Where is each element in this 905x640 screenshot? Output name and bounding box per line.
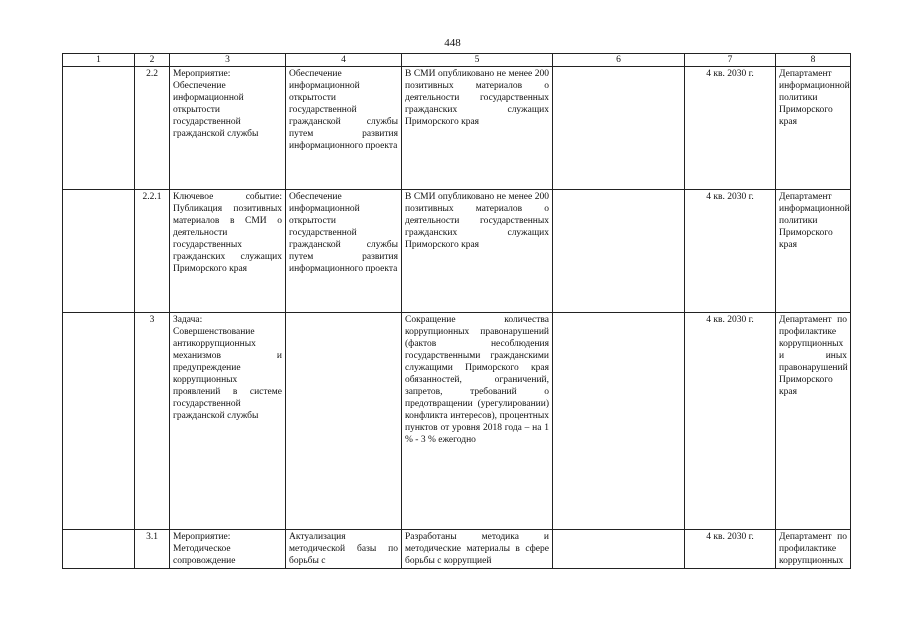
col6-cell [553, 67, 685, 190]
event-cell: Мероприятие: Обеспечение информационной открытости государственной гражданской службы [170, 67, 286, 190]
col6-cell [553, 530, 685, 569]
deadline-cell: 4 кв. 2030 г. [685, 313, 776, 530]
table-row [63, 67, 851, 190]
event-cell: Задача: Совершенствование антикоррупционных механизмов и предупреждение коррупционных проявлений в системе государственной гражданской службы [170, 313, 286, 530]
table-row [63, 530, 851, 569]
header-cell-4: 4 [286, 54, 402, 67]
row-number: 2.2.1 [135, 190, 170, 313]
header-cell-1: 1 [63, 54, 135, 67]
description-cell: Обеспечение информационной открытости государственной гражданской службы путем развития информационного проекта [286, 190, 402, 313]
result-cell: В СМИ опубликовано не менее 200 позитивных материалов о деятельности государственных гражданских служащих Приморского края [402, 67, 553, 190]
plan-table [62, 53, 851, 569]
description-cell [286, 313, 402, 530]
responsible-cell: Департамент информационной политики Приморского края [776, 67, 851, 190]
header-cell-2: 2 [135, 54, 170, 67]
event-cell: Мероприятие: Методическое сопровождение [170, 530, 286, 569]
header-row [63, 54, 851, 67]
responsible-cell: Департамент информационной политики Приморского края [776, 190, 851, 313]
table-row [63, 313, 851, 530]
result-cell: Разработаны методика и методические материалы в сфере борьбы с коррупцией [402, 530, 553, 569]
table-row [63, 190, 851, 313]
deadline-cell: 4 кв. 2030 г. [685, 530, 776, 569]
result-cell: В СМИ опубликовано не менее 200 позитивных материалов о деятельности государственных гражданских служащих Приморского края [402, 190, 553, 313]
event-cell: Ключевое событие: Публикация позитивных материалов в СМИ о деятельности государственных гражданских служащих Приморского края [170, 190, 286, 313]
header-cell-7: 7 [685, 54, 776, 67]
header-cell-3: 3 [170, 54, 286, 67]
col1-cell [63, 190, 135, 313]
header-cell-5: 5 [402, 54, 553, 67]
col6-cell [553, 313, 685, 530]
row-number: 3.1 [135, 530, 170, 569]
deadline-cell: 4 кв. 2030 г. [685, 67, 776, 190]
description-cell: Обеспечение информационной открытости государственной гражданской службы путем развития информационного проекта [286, 67, 402, 190]
col6-cell [553, 190, 685, 313]
page-number: 448 [444, 37, 461, 49]
header-cell-8: 8 [776, 54, 851, 67]
responsible-cell: Департамент по профилактике коррупционных [776, 530, 851, 569]
description-cell: Актуализация методической базы по борьбы с [286, 530, 402, 569]
responsible-cell: Департамент по профилактике коррупционных и иных правонарушений Приморского края [776, 313, 851, 530]
row-number: 2.2 [135, 67, 170, 190]
result-cell: Сокращение количества коррупционных правонарушений (фактов несоблюдения государственными гражданскими служащими Приморского края обязанностей, ограничений, запретов, требований о предотвращении (урегулировании) конфликта интересов), процентных пунктов от уровня 2018 года – на 1 % - 3 % ежегодно [402, 313, 553, 530]
col1-cell [63, 67, 135, 190]
row-number: 3 [135, 313, 170, 530]
deadline-cell: 4 кв. 2030 г. [685, 190, 776, 313]
col1-cell [63, 530, 135, 569]
col1-cell [63, 313, 135, 530]
header-cell-6: 6 [553, 54, 685, 67]
